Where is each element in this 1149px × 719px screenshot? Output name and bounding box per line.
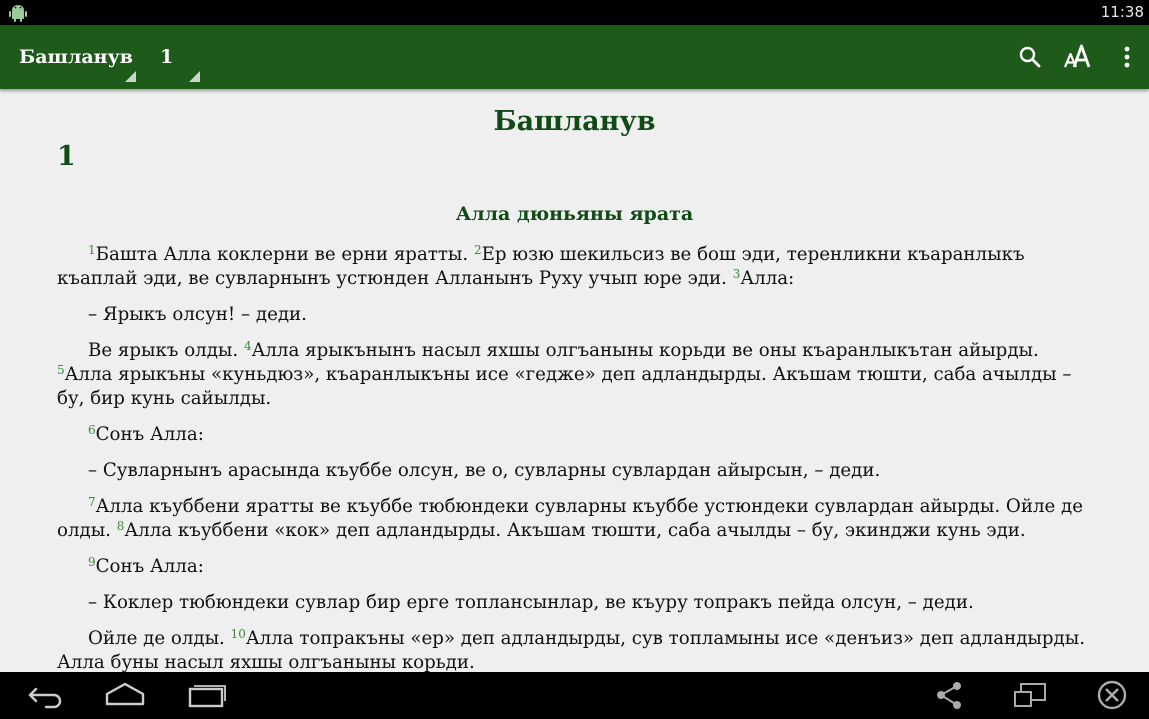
- chapter-selector-label: 1: [160, 46, 174, 68]
- chapter-selector[interactable]: [160, 25, 200, 89]
- status-clock: 11:38: [1100, 3, 1144, 21]
- back-icon[interactable]: [24, 680, 68, 710]
- verse-paragraph: [57, 591, 1097, 615]
- status-bar: [0, 0, 1149, 25]
- verse-paragraph: [57, 555, 1097, 579]
- verse-number[interactable]: 5: [57, 363, 65, 377]
- home-icon[interactable]: [103, 680, 147, 710]
- recent-apps-icon[interactable]: [185, 680, 229, 710]
- chapter-number: 1: [57, 141, 76, 172]
- verse-paragraph: [57, 495, 1097, 543]
- chapter-text: [57, 243, 1097, 672]
- verse-text: Ве ярыкъ олды.: [88, 340, 244, 361]
- share-icon[interactable]: [927, 680, 971, 710]
- verse-text: – Коклер тюбюндеки сувлар бир ерге топлансынлар, ве къуру топракъ пейда олсун, – деди.: [88, 592, 974, 613]
- verse-text: Сонъ Алла:: [95, 556, 204, 577]
- dropdown-triangle-icon: [189, 71, 200, 82]
- verse-text: Ойле де олды.: [88, 628, 231, 649]
- verse-text: – Ярыкъ олсун! – деди.: [88, 304, 307, 325]
- app-toolbar: [0, 25, 1149, 89]
- verse-text: Алла ярыкънынъ насыл яхшы олгъаныны корьди ве оны къаранлыкътан айырды.: [251, 340, 1039, 361]
- verse-number[interactable]: 4: [243, 339, 252, 353]
- verse-paragraph: [57, 243, 1097, 291]
- verse-number[interactable]: 3: [732, 267, 741, 281]
- verse-number[interactable]: 8: [116, 519, 125, 533]
- dropdown-triangle-icon: [125, 71, 136, 82]
- reading-pane[interactable]: [0, 89, 1149, 672]
- verse-text: Сонъ Алла:: [95, 424, 204, 445]
- close-circle-icon[interactable]: [1090, 680, 1134, 710]
- book-selector[interactable]: [19, 25, 136, 89]
- verse-number[interactable]: 2: [473, 243, 482, 257]
- verse-number[interactable]: 6: [88, 423, 96, 437]
- verse-text: Ер юзю шекильсиз ве бош эди, теренликни къаранлыкъ къаплай эди, ве сувларнынъ устюнден Алланынъ Руху учып юре эди.: [57, 244, 1025, 289]
- verse-paragraph: [57, 459, 1097, 483]
- verse-number[interactable]: 9: [88, 555, 96, 569]
- book-selector-label: Башланув: [19, 46, 133, 68]
- search-icon[interactable]: [1014, 41, 1046, 73]
- verse-text: Алла къуббени яратты ве къуббе тюбюндеки сувларны къуббе устюндеки сувлардан айырды. Ойле де олды.: [57, 496, 1084, 541]
- verse-text: – Сувларнынъ арасында къуббе олсун, ве о, сувларны сувлардан айырсын, – деди.: [88, 460, 881, 481]
- verse-paragraph: [57, 339, 1097, 411]
- book-title: Башланув: [493, 106, 656, 137]
- verse-paragraph: [57, 627, 1097, 672]
- verse-number[interactable]: 1: [88, 243, 96, 257]
- verse-text: Алла:: [740, 268, 795, 289]
- verse-number[interactable]: 7: [88, 495, 96, 509]
- verse-text: Алла топракъны «ер» деп адландырды, сув топламыны исе «денъиз» деп адландырды. Алла буны насыл яхшы олгъаныны корьди.: [57, 628, 1085, 672]
- verse-number[interactable]: 10: [230, 627, 246, 641]
- verse-text: Алла ярыкъны «куньдюз», къаранлыкъны исе «гедже» деп адландырды. Акъшам тюшти, саба ачылды – бу, бир кунь сайылды.: [57, 364, 1072, 409]
- section-heading: Алла дюньяны ярата: [455, 203, 694, 225]
- overflow-menu-icon[interactable]: [1111, 41, 1143, 73]
- verse-paragraph: [57, 423, 1097, 447]
- verse-paragraph: [57, 303, 1097, 327]
- window-icon[interactable]: [1009, 680, 1053, 710]
- android-icon: [9, 4, 27, 22]
- verse-text: Башта Алла коклерни ве ерни яратты.: [95, 244, 474, 265]
- navigation-bar: [0, 672, 1149, 719]
- text-size-icon[interactable]: [1062, 41, 1094, 73]
- verse-text: Алла къуббени «кок» деп адландырды. Акъшам тюшти, саба ачылды – бу, экинджи кунь эди.: [124, 520, 1026, 541]
